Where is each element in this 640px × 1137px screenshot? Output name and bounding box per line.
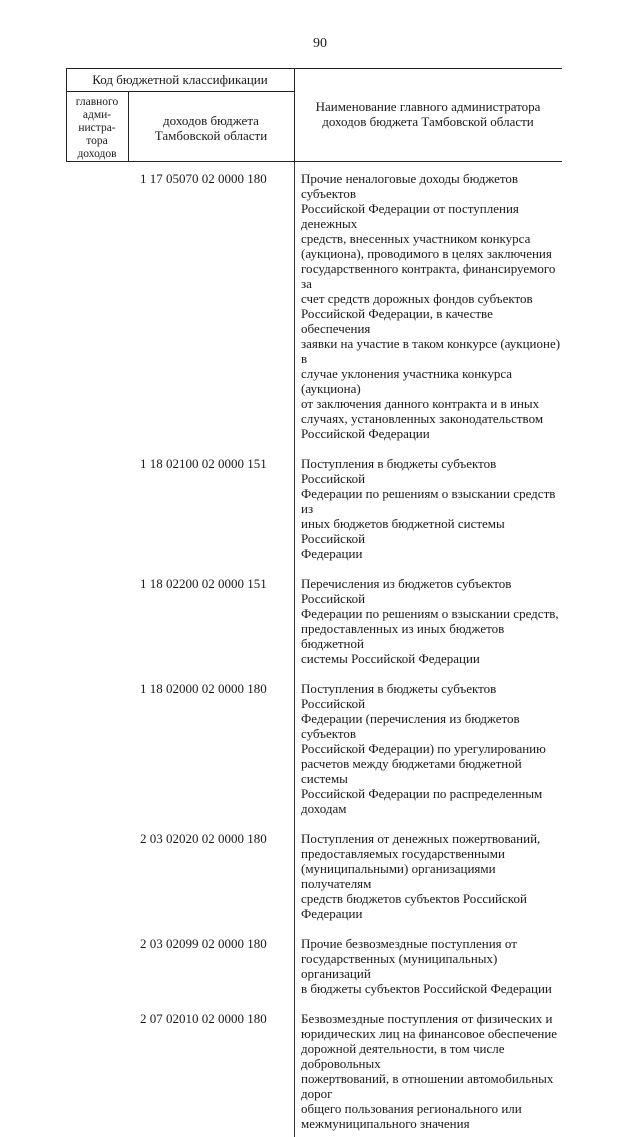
name-line: юридических лиц на финансовое обеспечение [301, 1026, 558, 1041]
name-line: Прочие безвозмездные поступления от [301, 936, 517, 951]
name-line: счет средств дорожных фондов субъектов [301, 291, 533, 306]
name-line: межмуниципального значения [301, 1116, 470, 1131]
admin-column-header: главного адми- нистра- тора доходов [75, 96, 119, 160]
name-line: средств, внесенных участником конкурса [301, 231, 531, 246]
name-line: предоставляемых государственными [301, 846, 505, 861]
name-line: Федерации по решениям о взыскании средств, [301, 606, 559, 621]
name-line: средств бюджетов субъектов Российской [301, 891, 527, 906]
kbk-header: Код бюджетной классификации [92, 72, 268, 87]
name-line: Российской Федерации [301, 426, 430, 441]
name-line: государственных (муниципальных) организаций [301, 951, 498, 981]
administrator-name-cell [294, 456, 562, 561]
name-line: Российской Федерации по распределенным [301, 786, 543, 801]
name-line: заявки на участие в таком конкурсе (аукционе) в [301, 336, 561, 366]
administrator-name-cell [294, 831, 562, 921]
table-row [66, 672, 562, 822]
name-line: Федерации [301, 906, 363, 921]
page-number: 90 [313, 36, 327, 51]
name-line: Российской Федерации) по урегулированию [301, 741, 546, 756]
table-row [66, 162, 562, 447]
name-line: (муниципальными) организациями получателям [301, 861, 496, 891]
name-line: Поступления в бюджеты субъектов Российской [301, 456, 497, 486]
income-code-cell: 2 03 02020 02 0000 180 [140, 831, 267, 846]
income-code-cell: 2 07 02010 02 0000 180 [140, 1011, 267, 1026]
table-body [66, 162, 562, 1137]
name-line: Федерации по решениям о взыскании средств из [301, 486, 556, 516]
income-code-cell: 1 18 02100 02 0000 151 [140, 456, 267, 471]
income-code-cell: 1 18 02200 02 0000 151 [140, 576, 267, 591]
administrator-name-cell [294, 1011, 562, 1131]
name-line: в бюджеты субъектов Российской Федерации [301, 981, 552, 996]
name-line: случаях, установленных законодательством [301, 411, 544, 426]
name-line: Перечисления из бюджетов субъектов Российской [301, 576, 512, 606]
income-code-cell: 1 17 05070 02 0000 180 [140, 171, 267, 186]
administrator-name-cell [294, 681, 562, 816]
admin-code-cell [66, 576, 128, 666]
income-code-cell: 2 03 02099 02 0000 180 [140, 936, 267, 951]
name-line: предоставленных из иных бюджетов бюджетной [301, 621, 505, 651]
table-header [66, 68, 562, 162]
budget-classification-table [66, 68, 562, 1137]
name-line: общего пользования регионального или [301, 1101, 522, 1116]
name-line: расчетов между бюджетами бюджетной системы [301, 756, 522, 786]
name-line: иных бюджетов бюджетной системы Российской [301, 516, 505, 546]
administrator-name-cell [294, 936, 562, 996]
name-line: Российской Федерации от поступления денежных [301, 201, 519, 231]
name-line: Поступления в бюджеты субъектов Российской [301, 681, 497, 711]
name-line: Поступления от денежных пожертвований, [301, 831, 541, 846]
name-line: системы Российской Федерации [301, 651, 480, 666]
table-row [66, 447, 562, 567]
income-code-column-header: доходов бюджета Тамбовской области [154, 113, 268, 143]
name-line: государственного контракта, финансируемого за [301, 261, 556, 291]
name-line: дорожной деятельности, в том числе добровольных [301, 1041, 505, 1071]
table-row [66, 1002, 562, 1137]
administrator-name-cell [294, 576, 562, 666]
name-column-header: Наименование главного администратора доходов бюджета Тамбовской области [315, 99, 541, 129]
admin-code-cell [66, 1011, 128, 1131]
name-line: Федерации (перечисления из бюджетов субъектов [301, 711, 520, 741]
table-row [66, 567, 562, 672]
admin-code-cell [66, 456, 128, 561]
income-code-cell: 1 18 02000 02 0000 180 [140, 681, 267, 696]
table-row [66, 822, 562, 927]
table-row [66, 927, 562, 1002]
name-line: случае уклонения участника конкурса (аукциона) [301, 366, 513, 396]
name-line: (аукциона), проводимого в целях заключения [301, 246, 552, 261]
name-line: пожертвований, в отношении автомобильных дорог [301, 1071, 554, 1101]
name-line: Прочие неналоговые доходы бюджетов субъектов [301, 171, 519, 201]
admin-code-cell [66, 936, 128, 996]
name-line: Российской Федерации, в качестве обеспечения [301, 306, 493, 336]
name-line: Безвозмездные поступления от физических и [301, 1011, 553, 1026]
name-line: Федерации [301, 546, 363, 561]
admin-code-cell [66, 831, 128, 921]
administrator-name-cell [294, 171, 562, 441]
name-line: от заключения данного контракта и в иных [301, 396, 540, 411]
name-line: доходам [301, 801, 347, 816]
admin-code-cell [66, 171, 128, 441]
admin-code-cell [66, 681, 128, 816]
